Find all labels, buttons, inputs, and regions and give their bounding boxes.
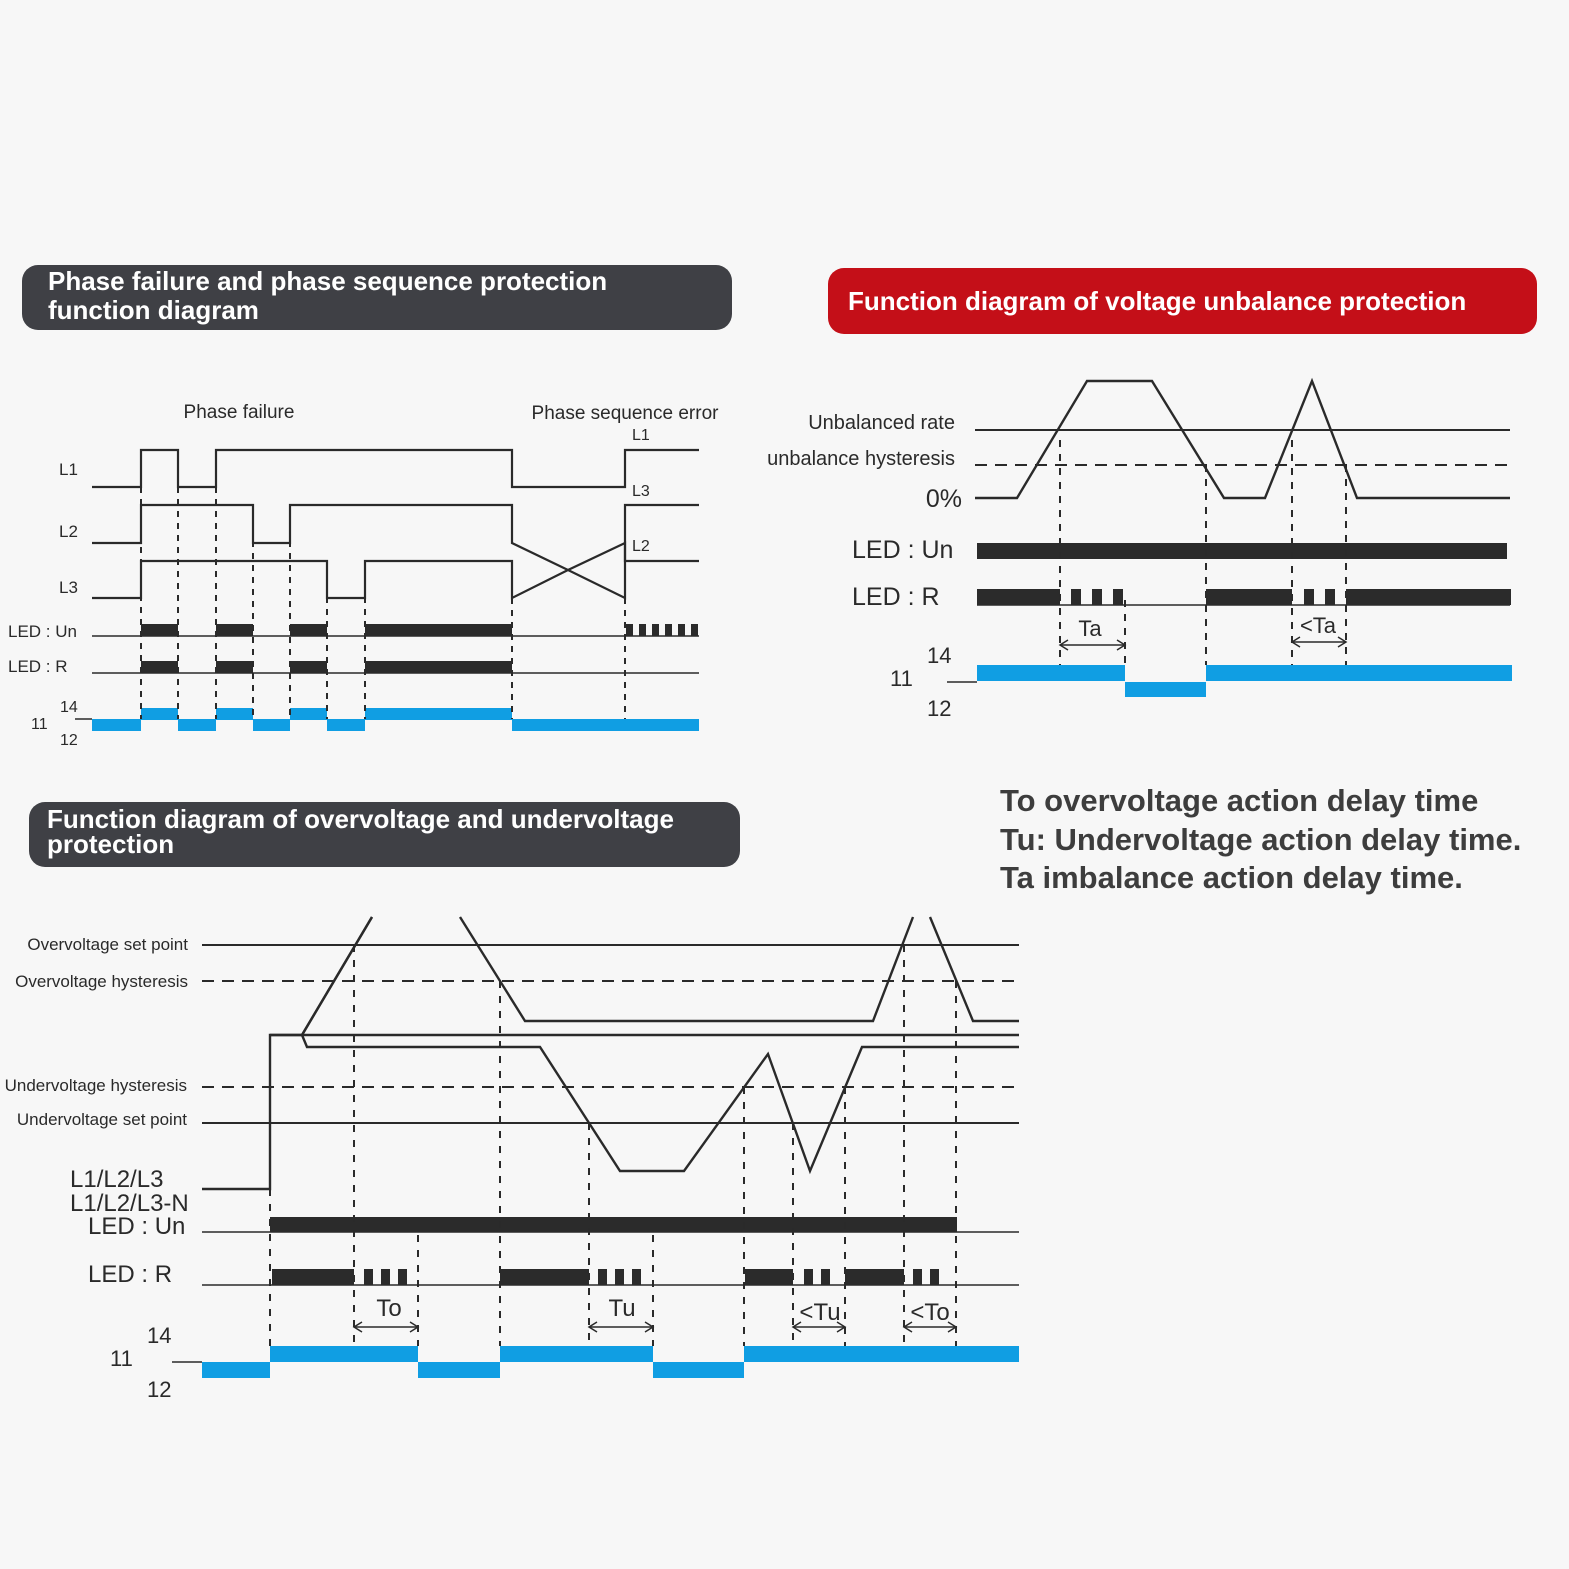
ou-contact-12: 12 — [147, 1377, 172, 1402]
legend-to: To overvoltage action delay time — [1000, 783, 1479, 818]
ou-led-un-bar — [270, 1217, 957, 1232]
phase-contact-bars — [92, 708, 699, 731]
phase-diagram — [8, 402, 719, 749]
ta-label: Ta — [1078, 616, 1102, 641]
unbalance-contact-14: 14 — [927, 643, 952, 668]
phase-led-r-label: LED : R — [8, 657, 68, 676]
ou-contact-11: 11 — [110, 1346, 133, 1371]
phases-n-label: L1/L2/L3-N — [70, 1190, 189, 1217]
ou-contact-bars — [202, 1346, 1019, 1378]
phase-contact-12: 12 — [60, 732, 78, 749]
zero-percent-label: 0% — [925, 485, 962, 513]
lt-tu-label: <Tu — [799, 1299, 841, 1326]
seq-l3-label: L3 — [632, 483, 650, 500]
seq-l2-label: L2 — [632, 538, 650, 555]
uv-hyst-label: Undervoltage hysteresis — [4, 1076, 187, 1095]
l3-label: L3 — [59, 578, 78, 597]
to-label: To — [376, 1295, 402, 1322]
l1-label: L1 — [59, 460, 78, 479]
unbalance-led-r-label: LED : R — [852, 583, 940, 611]
phase-diagram-title: Phase failure and phase sequence protection function diagram — [48, 266, 608, 325]
legend-tu: Tu: Undervoltage action delay time. — [1000, 821, 1522, 857]
l2-label: L2 — [59, 522, 78, 541]
unbalance-led-r-bars — [977, 589, 1511, 605]
ou-led-r-bars — [272, 1269, 939, 1285]
phase-failure-label: Phase failure — [183, 402, 295, 423]
phase-led-un-label: LED : Un — [8, 622, 77, 641]
lt-ta-label: <Ta — [1299, 613, 1337, 638]
ou-delay-arrows — [354, 1322, 956, 1332]
ou-led-un-label: LED : Un — [88, 1213, 186, 1240]
unbalance-contact-12: 12 — [927, 696, 952, 721]
unbalance-hysteresis-label: unbalance hysteresis — [767, 448, 955, 470]
ou-contact-14: 14 — [147, 1323, 172, 1348]
seq-l1-label: L1 — [632, 427, 650, 444]
lt-to-label: <To — [910, 1299, 950, 1326]
ov-set-label: Overvoltage set point — [27, 935, 188, 954]
phase-sequence-error-label: Phase sequence error — [531, 403, 719, 424]
unbalance-diagram-title: Function diagram of voltage unbalance protection — [848, 286, 1467, 316]
overunder-diagram-title: Function diagram of overvoltage and undervoltage protection — [47, 804, 674, 859]
unbalance-contact-bars — [977, 665, 1512, 697]
unbalanced-rate-label: Unbalanced rate — [808, 412, 955, 434]
unbalance-diagram — [767, 381, 1512, 721]
phase-contact-14: 14 — [60, 699, 78, 716]
tu-label: Tu — [608, 1295, 636, 1322]
legend-ta: Ta imbalance action delay time. — [1000, 860, 1463, 895]
phase-contact-11: 11 — [31, 716, 48, 733]
ou-led-r-label: LED : R — [88, 1261, 173, 1288]
uv-set-label: Undervoltage set point — [16, 1110, 187, 1129]
unbalance-led-un-bar — [977, 543, 1507, 559]
l1-waveform — [92, 450, 699, 487]
overunder-diagram — [5, 917, 1019, 1402]
phase-led-un-bars — [141, 624, 698, 636]
unbalance-led-un-label: LED : Un — [852, 536, 954, 564]
phases-label: L1/L2/L3 — [70, 1166, 164, 1193]
ov-hyst-label: Overvoltage hysteresis — [15, 972, 188, 991]
undervoltage-waveform — [302, 1035, 1019, 1171]
unbalance-waveform — [975, 381, 1510, 498]
ta-arrows — [1060, 637, 1346, 650]
unbalance-contact-11: 11 — [890, 666, 913, 691]
